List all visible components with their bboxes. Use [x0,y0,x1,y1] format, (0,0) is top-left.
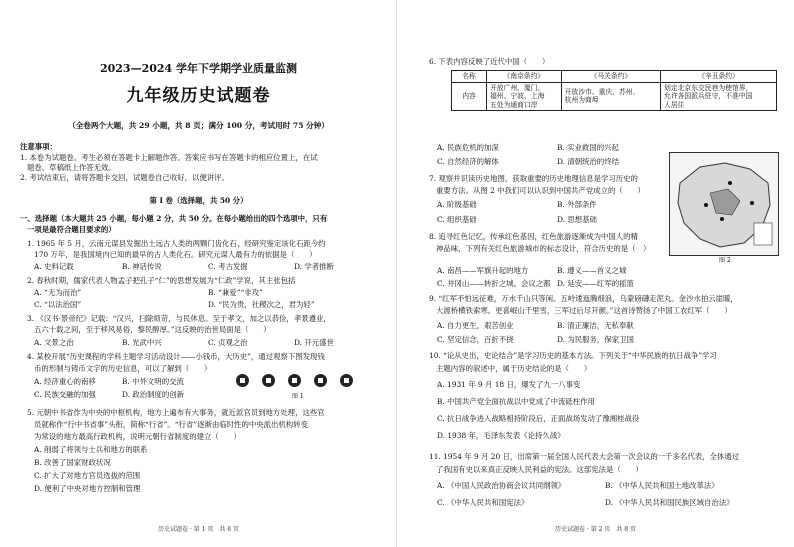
option-b: B. 遵义——首义之城 [557,266,627,275]
option-d: D. 延安——红军的摇篮 [557,279,634,288]
coin-image [314,374,327,387]
question-stem: 4. 某校开展“历史课程的学科主题学习活动设计——小钱币，大历史”，通过观察下图发现钱 [27,352,325,361]
question-stem: 5. 元朝中书省作为中央的中枢机构，地方上遍布有大事务，就近派官员到地方处理，这些官 [27,408,325,417]
option-d: D. 政治制度的创新 [122,390,185,399]
option-c: C. 贞观之治 [208,338,248,347]
option-d: D. “民为贵，社稷次之，君为轻” [208,300,315,309]
page-title: 九年级历史试题卷 [126,86,271,106]
option-c: C. 民族交融的加强 [34,390,96,399]
figure-caption: 图 2 [719,257,731,264]
option-d: D. 1938 年，毛泽东发表《论持久战》 [437,431,565,440]
coin-image [262,374,275,387]
option-c: C. 自然经济的解体 [437,157,499,166]
option-a: A. 《中国人民政治协商会议共同纲领》 [437,481,566,490]
notes-title: 注意事项： [20,142,57,151]
question-stem: 170 万年，是我国境内已知的最早的古人类化石。研究元谋人最有力的依据是（ ） [34,250,317,259]
option-c: C. “以法治国” [34,300,82,309]
question-stem: 9. “红军不怕远征难，万水千山只等闲。五岭逶迤腾细浪，乌蒙磅礴走泥丸。金沙水拍云崖暖， [429,294,738,303]
exam-info: （全卷两个大题，共 29 小题，共 8 页；满分 100 分，考试用时 75 分钟） [68,121,329,130]
page-footer: 历史试题卷 · 第 2 页 共 8 页 [555,526,636,533]
cell-line: 五处为通商口岸 [490,100,538,109]
page-footer: 历史试题卷 · 第 1 页 共 8 页 [158,526,239,533]
option-b: B. 外部条件 [557,200,597,209]
question-stem: 11. 1954 年 9 月 20 日，出席第一届全国人民代表大会第一次会议的一千多名代表，全体通过 [429,452,740,461]
coin-figure [232,370,372,404]
question-stem: 重要方法。从图 2 中我们可以认识到中国共产党成立的（ ） [436,186,645,195]
option-b: B. 神话传说 [122,262,162,271]
question-stem: 6. 下表内容反映了近代中国（ ） [429,57,550,66]
option-d: D. 为民服务，保家卫国 [557,335,634,344]
option-c: C. 组织基础 [437,215,477,224]
note-line: 2. 考试结束后，请将答题卡交回，试题卷自己收好，以便讲评。 [20,173,229,182]
option-d: D. 开元盛世 [294,338,334,347]
question-stem: 神品味，下列有关红色旅游城市的标志设计，符合历史的是（ ） [436,244,651,253]
option-a: A. 削弱了将领与士兵和地方的联系 [34,445,148,454]
note-line: 1. 本卷为试题卷。考生必须在答题卡上解题作答。答案应书写在答题卡的相应位置上，在试 [20,153,318,162]
option-b: B. 中国共产党全面抗战以中党成了中流砥柱作用 [437,397,595,406]
question-stem: 主题内容的叙述中，属于历史结论的是（ ） [436,364,592,373]
coin-image [340,374,353,387]
question-stem: 大渡桥横铁索寒。更喜岷山千里雪，三军过后尽开颜。”这首诗赞扬了中国工农红军（ ） [436,306,732,315]
part-intro: 一、选择题（本大题共 25 小题，每小题 2 分，共 50 分。在每小题给出的四个选项中，只有 [20,214,328,223]
option-c: C. 考古发掘 [208,262,248,271]
option-b: B. 中外文明的交流 [122,377,184,386]
option-a: A. 阶级基础 [437,200,477,209]
table-header: 《南京条约》 [487,71,562,83]
table-header: 《马关条约》 [561,71,660,83]
option-a: A. 南昌——军旗升起的地方 [437,266,529,275]
coin-image [236,374,249,387]
option-a: A. 自力更生，艰苦创业 [437,321,514,330]
table-header-row [452,71,777,83]
option-b: B. 实业救国的兴起 [557,143,619,152]
figure-caption: 图 1 [292,393,304,400]
option-b: B. 《中华人民共和国土地改革法》 [605,481,719,490]
option-d: D. 便利了中央对地方控制和管理 [34,484,141,493]
table-header: 名称 [452,71,487,83]
question-stem: 币的形制与铸币文字的历史信息，可以了解到（ ） [34,364,212,373]
question-stem: 五六十载之间，至于移风易俗，黎民醇厚。”这反映的治世局面是（ ） [34,325,271,334]
question-stem: 10. “论从史出，史论结合”是学习历史的基本方法。下列关于“中华民族的抗日战争”学习 [429,351,717,360]
table-cell [487,82,562,111]
option-d: D. 《中华人民共和国民族区域自治法》 [605,498,734,507]
exam-header: 2023—2024 学年下学期学业质量监测 [99,62,298,75]
option-b: B. 光武中兴 [122,338,162,347]
table-cell [661,82,777,111]
cell-line: 福州、宁波、上海 [490,92,545,100]
question-stem: 7. 观察并识读历史地图，获取重要的历史地理信息是学习历史的 [429,174,638,183]
cell-line: 人居住 [664,100,685,109]
option-d: D. 清朝统治的终结 [557,157,620,166]
question-stem: 员就称作“行中书省事”头衔，简称“行省”。“行省”逐渐由临时性的中央派出机构转变 [34,420,308,429]
option-c: C. 《中华人民共和国宪法》 [437,498,529,507]
option-c: C. 抗日战争进入战略相持阶段后，正面战场发动了豫湘桂战役 [437,414,640,423]
question-stem: 了我国有史以来真正反映人民利益的宪法。这部宪法是（ ） [436,465,643,474]
cell-line: 开放沙市、重庆、苏州、 [564,87,640,96]
table-header: 《辛丑条约》 [661,71,777,83]
table-cell [561,82,660,111]
option-a: A. 经济重心的南移 [34,377,96,386]
option-c: C. 扩大了对地方官员选拔的范围 [34,471,141,480]
cell-line: 允许各国派兵驻守，不准中国 [664,92,753,100]
option-a: A. 1931 年 9 月 18 日，爆发了九一八事变 [437,380,581,389]
question-stem: 8. 追寻红色记忆，传承红色基因，红色旅游逐渐成为中国人的精 [429,232,638,241]
question-stem: 1. 1965 年 5 月，云南元谋县发掘出土远古人类的两颗门齿化石，经研究鉴定该化石距今约 [27,239,326,248]
option-b: B. 改善了国家财政状况 [34,458,111,467]
question-stem: 为常设的地方最高行政机构，说明元朝行省制度的建立（ ） [34,432,241,441]
section-title: 第 Ⅰ 卷（选择题，共 50 分） [149,196,248,205]
option-a: A. 文景之治 [34,338,74,347]
part-intro: 一项是最符合题目要求的） [27,225,116,234]
history-map [669,152,779,256]
option-c: C. 井冈山——转折之城、会议之都 [437,279,551,288]
cell-line: 开放广州、厦门、 [490,83,545,92]
table-row-label: 内容 [452,82,487,111]
option-d: D. 思想基础 [557,215,597,224]
coin-image [288,374,301,387]
option-a: A. 史料记载 [34,262,74,271]
option-b: B. “兼爱”“非攻” [208,288,263,297]
option-c: C. 坚定信念，百折不挠 [437,335,514,344]
option-d: D. 学者推断 [294,262,334,271]
option-a: A. 民族危机的加深 [437,143,499,152]
cell-line: 杭州为商埠 [564,96,599,105]
question-stem: 3. 《汉书·景帝纪》记载：“汉兴，扫除烦苛，与民休息。至于孝文，加之以恭俭，孝景遵业， [27,314,331,323]
map-image [670,153,778,255]
table-row [452,82,777,111]
option-b: B. 清正廉洁，无私奉献 [557,321,634,330]
cell-line: 划定北京东交民巷为使馆界， [664,83,753,92]
note-line: 题卷、草稿纸上作答无效。 [27,163,116,172]
option-a: A. “无为而治” [34,288,82,297]
question-stem: 2. 春秋时期，儒家代表人物孟子把孔子“仁”的思想发展为“仁政”学说，其主张包括 [27,276,296,285]
exam-page-2 [397,0,794,547]
treaty-table [451,70,777,111]
